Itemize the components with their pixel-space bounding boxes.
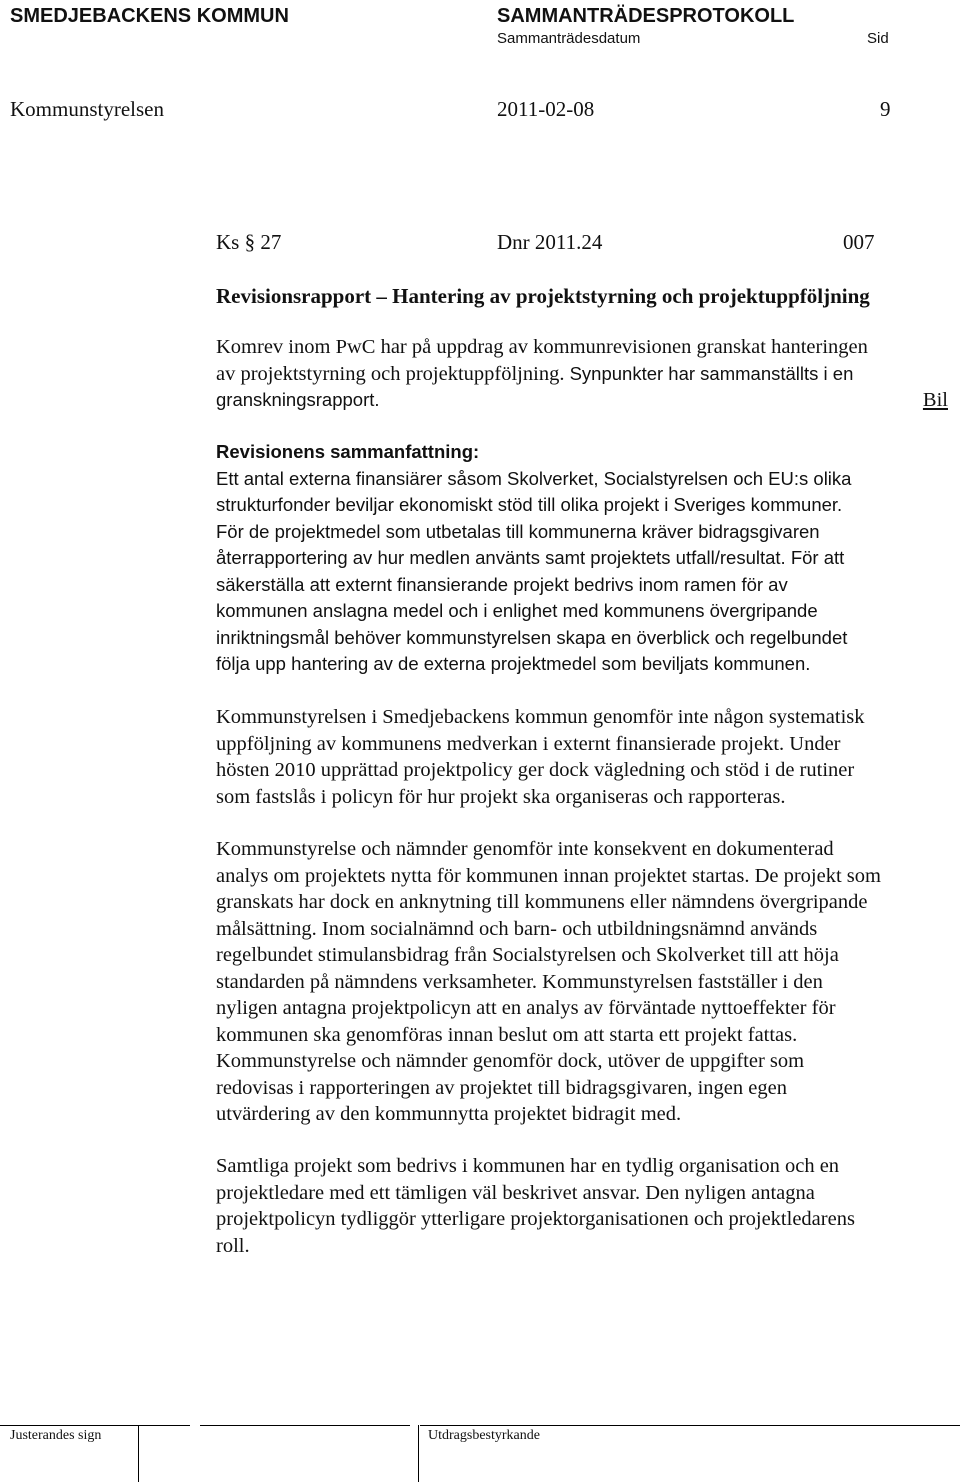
summary-section: [216, 439, 960, 678]
footer-rule: [200, 1425, 410, 1426]
summary-line: För de projektmedel som utbetalas till kommunerna kräver bidragsgivaren: [216, 520, 820, 542]
meeting-date-label: Sammanträdesdatum: [497, 30, 641, 47]
summary-line: säkerställa att externt finansierande projekt bedrivs inom ramen för av: [216, 573, 788, 595]
summary-line: följa upp hantering av de externa projektmedel som beviljats kommunen.: [216, 653, 811, 674]
attachment-link[interactable]: Bil: [922, 389, 948, 411]
certified-by-label: Utdragsbestyrkande: [428, 1428, 540, 1443]
paragraph-line: granskats har dock en anknytning till kommunens eller nämndens övergripande: [216, 891, 868, 913]
paragraph-line: kommunen ska genomföras innan beslut om att starta ett projekt fattas.: [216, 1023, 798, 1046]
paragraph-line: standarden på nämndens verksamheter. Kommunstyrelsen fastställer i den: [216, 970, 823, 993]
paragraph-line: Samtliga projekt som bedrivs i kommunen har en tydlig organisation och en: [216, 1155, 840, 1177]
municipality-name: SMEDJEBACKENS KOMMUN: [10, 5, 289, 27]
paragraph-line: analys om projektets nytta för kommunen innan projektet startas. De projekt som: [216, 864, 881, 887]
case-dnr: Dnr 2011.24: [497, 230, 603, 254]
footer-rule: [0, 1425, 190, 1426]
case-paragraph-number: Ks § 27: [216, 230, 282, 254]
paragraph-line: uppföljning av kommunens medverkan i externt finansierade projekt. Under: [216, 732, 841, 755]
paragraph-line: Kommunstyrelse och nämnder genomför inte konsekvent en dokumenterad: [216, 838, 834, 860]
paragraph-line: projektpolicyn tydliggör ytterligare projektorganisationen och projektledarens: [216, 1208, 855, 1230]
paragraph-line: utvärdering av den kommunnytta projektet bidragit med.: [216, 1103, 682, 1125]
summary-heading: Revisionens sammanfattning:: [216, 441, 480, 462]
adjuster-sign-label: Justerandes sign: [10, 1428, 102, 1443]
page-label: Sid: [867, 30, 889, 47]
paragraph-line: målsättning. Inom socialnämnd och barn- och utbildningsnämnd används: [216, 917, 818, 940]
summary-line: inriktningsmål behöver kommunstyrelsen skapa en överblick och regelbundet: [216, 626, 848, 648]
paragraph-benefit-analysis: [216, 836, 960, 1128]
intro-paragraph: Komrev inom PwC har på uppdrag av kommunrevisionen granskat hanteringen av projektstyrning och projektuppföljning. Synpunkter har sammanställts i en granskningsrapport. Bil: [216, 334, 960, 414]
footer-rule: [420, 1425, 960, 1426]
paragraph-line: redovisas i rapporteringen av projektet till bidragsgivaren, ingen egen: [216, 1076, 787, 1099]
paragraph-project-organisation: [216, 1153, 960, 1259]
summary-line: strukturfonder beviljar ekonomiskt stöd till olika projekt i Sveriges kommuner.: [216, 494, 843, 515]
intro-line: granskningsrapport.: [216, 389, 380, 410]
meeting-date: 2011-02-08: [497, 97, 595, 121]
summary-line: Ett antal externa finansiärer såsom Skolverket, Socialstyrelsen och EU:s olika: [216, 467, 852, 489]
footer-divider: [138, 1425, 139, 1482]
paragraph-line: Kommunstyrelsen i Smedjebackens kommun genomför inte någon systematisk: [216, 706, 865, 728]
summary-line: kommunen anslagna medel och i enlighet med kommunens övergripande: [216, 600, 818, 621]
summary-line: återrapportering av hur medlen använts samt projektets utfall/resultat. För att: [216, 547, 845, 568]
protocol-title: SAMMANTRÄDESPROTOKOLL: [497, 5, 795, 27]
paragraph-line: roll.: [216, 1234, 250, 1257]
paragraph-systematic-followup: [216, 704, 960, 810]
paragraph-line: hösten 2010 upprättad projektpolicy ger dock vägledning och stöd i de rutiner: [216, 759, 855, 781]
paragraph-line: nyligen antagna projektpolicyn att en analys av förväntade nyttoeffekter för: [216, 997, 836, 1019]
case-code: 007: [843, 230, 875, 254]
paragraph-line: Kommunstyrelse och nämnder genomför dock, utöver de uppgifter som: [216, 1050, 805, 1072]
footer-divider: [418, 1425, 419, 1482]
paragraph-line: projektledare med ett tämligen väl beskrivet ansvar. Den nyligen antagna: [216, 1181, 815, 1204]
page-number: 9: [880, 97, 891, 121]
intro-line: Komrev inom PwC har på uppdrag av kommunrevisionen granskat hanteringen: [216, 336, 868, 358]
committee-name: Kommunstyrelsen: [10, 97, 164, 121]
paragraph-line: regelbundet stimulansbidrag från Socialstyrelsen och Skolverket till att höja: [216, 944, 839, 966]
case-title: Revisionsrapport – Hantering av projektstyrning och projektuppföljning: [216, 284, 870, 308]
paragraph-line: som fastslås i policyn för hur projekt ska organiseras och rapporteras.: [216, 785, 786, 808]
